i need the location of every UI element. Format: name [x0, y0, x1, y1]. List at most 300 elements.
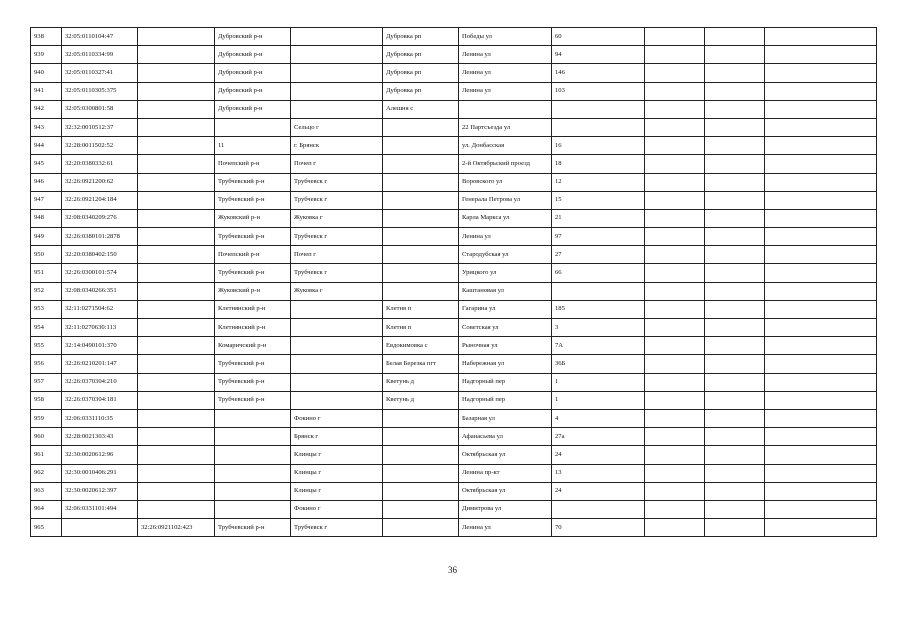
cell-cadastral-number-alt — [138, 409, 215, 427]
cell-row-number: 940 — [31, 64, 62, 82]
cell-house-number: 4 — [552, 409, 645, 427]
cell-settlement: Евдокимовка с — [383, 337, 459, 355]
cell-city — [291, 82, 383, 100]
cell-street: Ленина ул — [459, 519, 552, 537]
cell-city: Трубчевск г — [291, 173, 383, 191]
cell-cadastral-number: 32:08:0340209:276 — [62, 209, 138, 227]
cell-settlement — [383, 137, 459, 155]
cell-city: Трубчевск г — [291, 191, 383, 209]
cell-extra-col-1 — [645, 46, 705, 64]
cell-settlement — [383, 246, 459, 264]
cell-row-number: 957 — [31, 373, 62, 391]
cell-city: Почеп г — [291, 155, 383, 173]
cell-district — [215, 409, 291, 427]
cell-extra-col-1 — [645, 155, 705, 173]
cell-district: Трубчевский р-н — [215, 391, 291, 409]
table-row — [31, 28, 877, 46]
cell-cadastral-number: 32:11:0270630:113 — [62, 319, 138, 337]
cell-city: Жуковка г — [291, 209, 383, 227]
cell-city: Трубчевск г — [291, 264, 383, 282]
cell-extra-col-3 — [765, 409, 877, 427]
table-row — [31, 209, 877, 227]
cell-cadastral-number-alt — [138, 482, 215, 500]
cell-extra-col-1 — [645, 191, 705, 209]
cell-house-number: 16 — [552, 137, 645, 155]
cell-city — [291, 300, 383, 318]
cell-extra-col-3 — [765, 82, 877, 100]
cell-cadastral-number-alt — [138, 391, 215, 409]
cell-extra-col-1 — [645, 500, 705, 518]
cell-extra-col-2 — [705, 191, 765, 209]
cell-cadastral-number: 32:30:0020612:96 — [62, 446, 138, 464]
cell-extra-col-2 — [705, 482, 765, 500]
cell-district: Дубровский р-н — [215, 82, 291, 100]
cell-city: Почеп г — [291, 246, 383, 264]
cell-extra-col-3 — [765, 100, 877, 118]
cell-city: Жуковка г — [291, 282, 383, 300]
cell-settlement — [383, 155, 459, 173]
cell-settlement — [383, 519, 459, 537]
cell-cadastral-number: 32:20:0380332:61 — [62, 155, 138, 173]
table-row — [31, 64, 877, 82]
cell-house-number: 97 — [552, 228, 645, 246]
cell-house-number — [552, 118, 645, 136]
cell-cadastral-number: 32:26:0370304:210 — [62, 373, 138, 391]
cell-row-number: 949 — [31, 228, 62, 246]
cell-district: Трубчевский р-н — [215, 173, 291, 191]
cell-street: Димитрова ул — [459, 500, 552, 518]
cell-row-number: 942 — [31, 100, 62, 118]
table-row — [31, 391, 877, 409]
cell-cadastral-number-alt — [138, 282, 215, 300]
table-row — [31, 373, 877, 391]
table-row — [31, 337, 877, 355]
cell-district — [215, 446, 291, 464]
cell-extra-col-1 — [645, 464, 705, 482]
cell-extra-col-1 — [645, 246, 705, 264]
table-row — [31, 173, 877, 191]
cell-extra-col-1 — [645, 373, 705, 391]
cell-street: Воровского ул — [459, 173, 552, 191]
cell-extra-col-2 — [705, 428, 765, 446]
table-row — [31, 519, 877, 537]
cell-cadastral-number-alt — [138, 209, 215, 227]
cell-cadastral-number-alt — [138, 373, 215, 391]
cell-row-number: 945 — [31, 155, 62, 173]
cell-house-number: 36Б — [552, 355, 645, 373]
table-row — [31, 355, 877, 373]
table-row — [31, 100, 877, 118]
cell-extra-col-2 — [705, 155, 765, 173]
cell-city: Фокино г — [291, 500, 383, 518]
cell-cadastral-number-alt: 32:26:0921102:423 — [138, 519, 215, 537]
cell-house-number: 24 — [552, 446, 645, 464]
cell-district: Комаричский р-н — [215, 337, 291, 355]
cell-district: Дубровский р-н — [215, 100, 291, 118]
cell-district: Трубчевский р-н — [215, 519, 291, 537]
cell-extra-col-3 — [765, 155, 877, 173]
cell-house-number: 185 — [552, 300, 645, 318]
cell-row-number: 946 — [31, 173, 62, 191]
cell-city: Клинцы г — [291, 446, 383, 464]
cell-district — [215, 464, 291, 482]
cell-extra-col-1 — [645, 428, 705, 446]
cell-street: Ленина пр-кт — [459, 464, 552, 482]
cell-extra-col-3 — [765, 28, 877, 46]
cell-extra-col-2 — [705, 173, 765, 191]
cell-house-number: 21 — [552, 209, 645, 227]
cell-cadastral-number: 32:11:0271504:62 — [62, 300, 138, 318]
cell-cadastral-number: 32:26:0921200:62 — [62, 173, 138, 191]
cell-street: Базарная ул — [459, 409, 552, 427]
cell-extra-col-3 — [765, 373, 877, 391]
cell-house-number: 60 — [552, 28, 645, 46]
cell-extra-col-3 — [765, 191, 877, 209]
cell-extra-col-2 — [705, 46, 765, 64]
cell-extra-col-3 — [765, 64, 877, 82]
cell-street: Ленина ул — [459, 228, 552, 246]
cell-extra-col-3 — [765, 173, 877, 191]
cell-extra-col-3 — [765, 246, 877, 264]
cell-row-number: 954 — [31, 319, 62, 337]
cell-extra-col-1 — [645, 28, 705, 46]
cell-city: Сельцо г — [291, 118, 383, 136]
cell-cadastral-number: 32:26:0300101:574 — [62, 264, 138, 282]
cell-cadastral-number-alt — [138, 137, 215, 155]
cell-extra-col-3 — [765, 300, 877, 318]
cell-district: Дубровский р-н — [215, 46, 291, 64]
cell-extra-col-2 — [705, 355, 765, 373]
cell-extra-col-3 — [765, 482, 877, 500]
cell-cadastral-number: 32:08:0340266:351 — [62, 282, 138, 300]
cell-city: Трубчевск г — [291, 519, 383, 537]
cell-extra-col-1 — [645, 337, 705, 355]
cell-extra-col-3 — [765, 500, 877, 518]
cell-district: Трубчевский р-н — [215, 355, 291, 373]
cell-settlement: Клетня п — [383, 300, 459, 318]
cell-extra-col-1 — [645, 355, 705, 373]
cell-street: Надгорный пер — [459, 391, 552, 409]
cell-street: ул. Донбасская — [459, 137, 552, 155]
cell-street: Октябрьская ул — [459, 446, 552, 464]
cell-settlement: Дубровка рп — [383, 46, 459, 64]
table-row — [31, 118, 877, 136]
cell-row-number: 958 — [31, 391, 62, 409]
cell-house-number — [552, 100, 645, 118]
cell-district: Трубчевский р-н — [215, 264, 291, 282]
table-row — [31, 319, 877, 337]
cell-extra-col-2 — [705, 228, 765, 246]
cell-row-number: 961 — [31, 446, 62, 464]
cell-row-number: 943 — [31, 118, 62, 136]
cell-extra-col-1 — [645, 137, 705, 155]
cell-cadastral-number-alt — [138, 300, 215, 318]
cell-extra-col-1 — [645, 409, 705, 427]
cell-house-number: 1 — [552, 373, 645, 391]
cell-city — [291, 100, 383, 118]
cell-extra-col-1 — [645, 82, 705, 100]
cell-settlement — [383, 228, 459, 246]
cell-cadastral-number-alt — [138, 64, 215, 82]
cell-row-number: 955 — [31, 337, 62, 355]
cell-street: Карла Маркса ул — [459, 209, 552, 227]
cell-cadastral-number: 32:28:0011502:52 — [62, 137, 138, 155]
cell-street: Каштановая ул — [459, 282, 552, 300]
cell-extra-col-3 — [765, 319, 877, 337]
cell-settlement — [383, 428, 459, 446]
cell-extra-col-3 — [765, 46, 877, 64]
cell-street: 22 Партсъезда ул — [459, 118, 552, 136]
cell-settlement — [383, 482, 459, 500]
cell-extra-col-2 — [705, 500, 765, 518]
cell-extra-col-3 — [765, 264, 877, 282]
cell-cadastral-number-alt — [138, 355, 215, 373]
cell-cadastral-number-alt — [138, 100, 215, 118]
table-row — [31, 446, 877, 464]
cell-cadastral-number: 32:20:0380402:150 — [62, 246, 138, 264]
cell-cadastral-number-alt — [138, 246, 215, 264]
table-row — [31, 464, 877, 482]
property-registry-table — [30, 27, 877, 537]
cell-extra-col-3 — [765, 337, 877, 355]
cell-cadastral-number-alt — [138, 155, 215, 173]
cell-street: Надгорный пер — [459, 373, 552, 391]
cell-district: Трубчевский р-н — [215, 373, 291, 391]
cell-cadastral-number-alt — [138, 446, 215, 464]
cell-cadastral-number — [62, 519, 138, 537]
cell-city — [291, 28, 383, 46]
cell-district: 11 — [215, 137, 291, 155]
cell-row-number: 963 — [31, 482, 62, 500]
cell-extra-col-1 — [645, 446, 705, 464]
page-number: 36 — [448, 565, 457, 575]
cell-city — [291, 355, 383, 373]
cell-extra-col-2 — [705, 137, 765, 155]
cell-extra-col-1 — [645, 209, 705, 227]
cell-cadastral-number: 32:28:0021303:43 — [62, 428, 138, 446]
cell-cadastral-number: 32:05:0110327:41 — [62, 64, 138, 82]
cell-city — [291, 46, 383, 64]
cell-cadastral-number-alt — [138, 46, 215, 64]
cell-cadastral-number-alt — [138, 28, 215, 46]
cell-house-number: 27а — [552, 428, 645, 446]
cell-cadastral-number: 32:26:0210201:147 — [62, 355, 138, 373]
cell-row-number: 964 — [31, 500, 62, 518]
cell-city: г. Брянск — [291, 137, 383, 155]
cell-extra-col-2 — [705, 337, 765, 355]
cell-row-number: 960 — [31, 428, 62, 446]
cell-street: Советская ул — [459, 319, 552, 337]
cell-street: Генерала Петрова ул — [459, 191, 552, 209]
cell-extra-col-3 — [765, 391, 877, 409]
cell-settlement: Клетня п — [383, 319, 459, 337]
cell-extra-col-2 — [705, 282, 765, 300]
cell-settlement — [383, 409, 459, 427]
cell-cadastral-number: 32:26:0921204:184 — [62, 191, 138, 209]
cell-cadastral-number: 32:06:0331110:35 — [62, 409, 138, 427]
table-row — [31, 409, 877, 427]
cell-extra-col-3 — [765, 519, 877, 537]
cell-row-number: 959 — [31, 409, 62, 427]
cell-city — [291, 319, 383, 337]
cell-house-number: 94 — [552, 46, 645, 64]
cell-settlement — [383, 464, 459, 482]
cell-district: Клетнянский р-н — [215, 300, 291, 318]
cell-extra-col-1 — [645, 100, 705, 118]
cell-city: Фокино г — [291, 409, 383, 427]
cell-row-number: 938 — [31, 28, 62, 46]
cell-city: Клинцы г — [291, 482, 383, 500]
cell-settlement — [383, 264, 459, 282]
cell-extra-col-2 — [705, 100, 765, 118]
cell-row-number: 951 — [31, 264, 62, 282]
cell-cadastral-number: 32:05:0300801:58 — [62, 100, 138, 118]
cell-extra-col-1 — [645, 282, 705, 300]
cell-city — [291, 64, 383, 82]
cell-street: Стародубская ул — [459, 246, 552, 264]
cell-row-number: 948 — [31, 209, 62, 227]
cell-extra-col-1 — [645, 173, 705, 191]
cell-row-number: 944 — [31, 137, 62, 155]
cell-street: Ленина ул — [459, 46, 552, 64]
cell-house-number: 15 — [552, 191, 645, 209]
cell-house-number: 146 — [552, 64, 645, 82]
cell-row-number: 953 — [31, 300, 62, 318]
cell-street: Рыночная ул — [459, 337, 552, 355]
cell-extra-col-2 — [705, 464, 765, 482]
cell-cadastral-number: 32:32:0010512:37 — [62, 118, 138, 136]
cell-extra-col-2 — [705, 209, 765, 227]
cell-row-number: 941 — [31, 82, 62, 100]
table-row — [31, 300, 877, 318]
cell-cadastral-number: 32:26:0370304:181 — [62, 391, 138, 409]
cell-street: Ленина ул — [459, 82, 552, 100]
cell-cadastral-number-alt — [138, 464, 215, 482]
cell-city: Клинцы г — [291, 464, 383, 482]
cell-district: Жуковский р-н — [215, 209, 291, 227]
cell-extra-col-2 — [705, 246, 765, 264]
table-row — [31, 228, 877, 246]
cell-settlement: Алешня с — [383, 100, 459, 118]
cell-extra-col-1 — [645, 519, 705, 537]
cell-house-number: 1 — [552, 391, 645, 409]
table-row — [31, 246, 877, 264]
cell-cadastral-number: 32:14:0490101:370 — [62, 337, 138, 355]
cell-house-number: 3 — [552, 319, 645, 337]
table-row — [31, 282, 877, 300]
table-row — [31, 264, 877, 282]
cell-district: Трубчевский р-н — [215, 228, 291, 246]
cell-row-number: 956 — [31, 355, 62, 373]
cell-district: Дубровский р-н — [215, 64, 291, 82]
cell-extra-col-1 — [645, 264, 705, 282]
cell-extra-col-2 — [705, 118, 765, 136]
cell-extra-col-3 — [765, 464, 877, 482]
table-row — [31, 500, 877, 518]
cell-extra-col-1 — [645, 64, 705, 82]
cell-district — [215, 500, 291, 518]
cell-settlement: Дубровка рп — [383, 82, 459, 100]
cell-row-number: 962 — [31, 464, 62, 482]
cell-extra-col-2 — [705, 300, 765, 318]
cell-cadastral-number: 32:05:0110305:375 — [62, 82, 138, 100]
cell-cadastral-number-alt — [138, 82, 215, 100]
cell-house-number — [552, 500, 645, 518]
table-row — [31, 155, 877, 173]
cell-cadastral-number-alt — [138, 428, 215, 446]
cell-cadastral-number-alt — [138, 173, 215, 191]
cell-cadastral-number-alt — [138, 228, 215, 246]
table-row — [31, 82, 877, 100]
table-row — [31, 137, 877, 155]
cell-cadastral-number: 32:05:0110334:99 — [62, 46, 138, 64]
cell-street: Октябрьская ул — [459, 482, 552, 500]
cell-extra-col-3 — [765, 355, 877, 373]
cell-row-number: 947 — [31, 191, 62, 209]
cell-street — [459, 100, 552, 118]
cell-cadastral-number-alt — [138, 337, 215, 355]
cell-cadastral-number: 32:26:0380101:2878 — [62, 228, 138, 246]
table-body — [31, 28, 877, 537]
cell-cadastral-number: 32:05:0110104:47 — [62, 28, 138, 46]
cell-settlement — [383, 282, 459, 300]
cell-house-number: 24 — [552, 482, 645, 500]
cell-settlement: Кветунь д — [383, 373, 459, 391]
table-row — [31, 46, 877, 64]
cell-extra-col-2 — [705, 446, 765, 464]
cell-house-number: 66 — [552, 264, 645, 282]
cell-house-number: 70 — [552, 519, 645, 537]
cell-extra-col-3 — [765, 137, 877, 155]
cell-extra-col-3 — [765, 282, 877, 300]
cell-extra-col-2 — [705, 319, 765, 337]
cell-extra-col-1 — [645, 300, 705, 318]
cell-street: Победы ул — [459, 28, 552, 46]
cell-cadastral-number: 32:06:0331101:494 — [62, 500, 138, 518]
cell-district: Клетнянский р-н — [215, 319, 291, 337]
cell-extra-col-3 — [765, 446, 877, 464]
cell-extra-col-1 — [645, 482, 705, 500]
cell-extra-col-2 — [705, 373, 765, 391]
cell-settlement — [383, 209, 459, 227]
cell-district: Дубровский р-н — [215, 28, 291, 46]
cell-house-number: 18 — [552, 155, 645, 173]
cell-district: Почепский р-н — [215, 246, 291, 264]
cell-extra-col-2 — [705, 391, 765, 409]
cell-settlement — [383, 500, 459, 518]
table-row — [31, 428, 877, 446]
table-row — [31, 482, 877, 500]
cell-settlement — [383, 446, 459, 464]
cell-extra-col-1 — [645, 319, 705, 337]
cell-cadastral-number-alt — [138, 118, 215, 136]
cell-settlement — [383, 118, 459, 136]
cell-house-number: 103 — [552, 82, 645, 100]
cell-settlement: Дубровка рп — [383, 28, 459, 46]
cell-settlement — [383, 191, 459, 209]
cell-row-number: 939 — [31, 46, 62, 64]
cell-cadastral-number-alt — [138, 264, 215, 282]
cell-district — [215, 118, 291, 136]
cell-city — [291, 373, 383, 391]
cell-settlement — [383, 173, 459, 191]
cell-extra-col-3 — [765, 209, 877, 227]
cell-extra-col-1 — [645, 228, 705, 246]
cell-row-number: 952 — [31, 282, 62, 300]
cell-extra-col-2 — [705, 409, 765, 427]
cell-street: Набережная ул — [459, 355, 552, 373]
cell-street: 2-й Октябрьский проезд — [459, 155, 552, 173]
